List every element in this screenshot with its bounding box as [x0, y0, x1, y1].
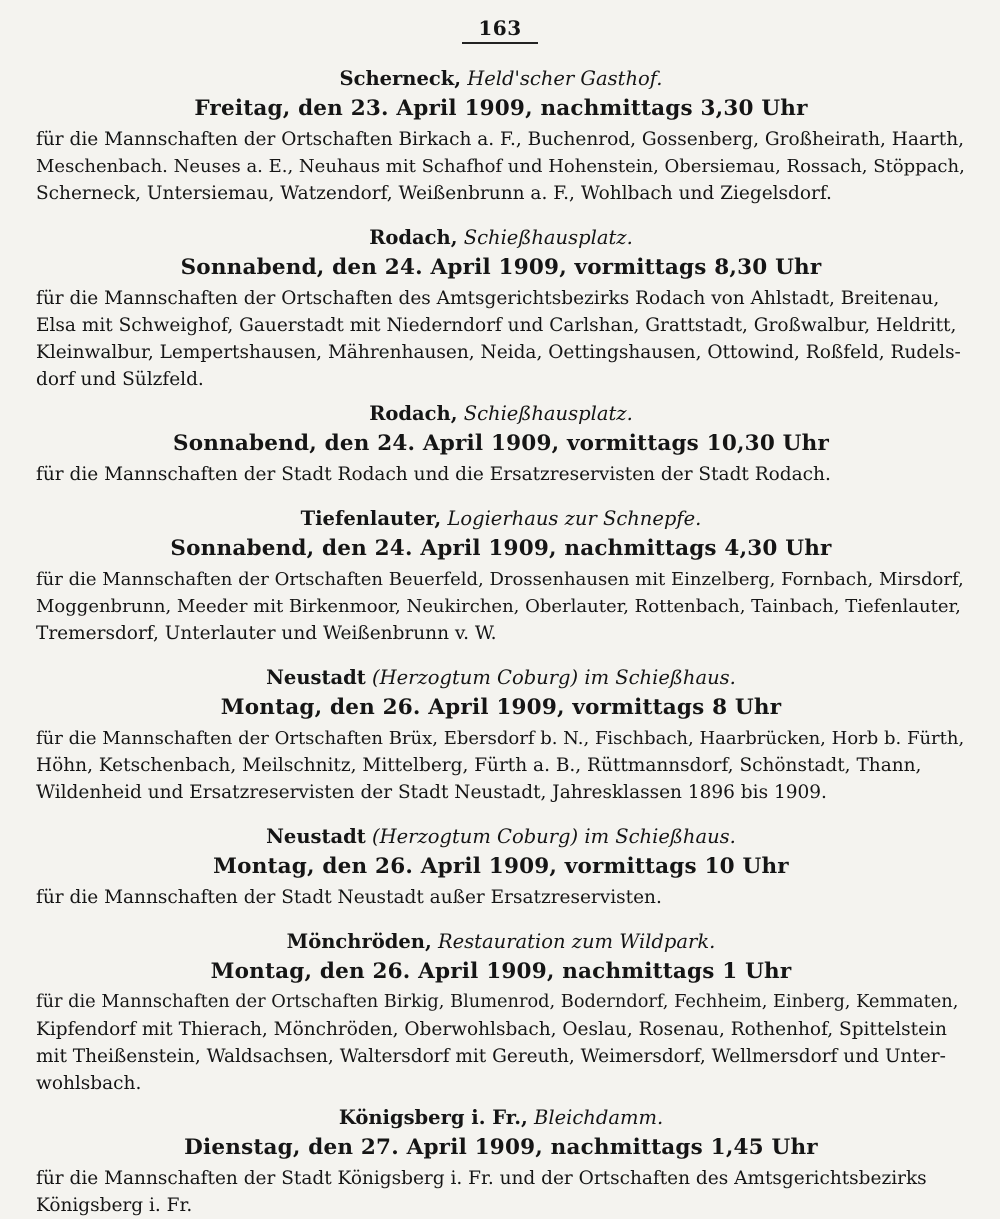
description-line: Höhn, Ketschenbach, Meilschnitz, Mittelberg, Fürth a. B., Rüttmannsdorf, Schönstadt, Thann, [36, 755, 922, 776]
location-heading [36, 504, 966, 534]
description-line: für die Mannschaften der Ortschaften Brüx, Ebersdorf b. N., Fischbach, Haarbrücken, Horb b. Fürth, [36, 728, 965, 749]
venue-name: Restauration zum Wildpark. [431, 930, 716, 953]
place-name: Tiefenlauter, [300, 507, 442, 530]
date-time-heading: Freitag, den 23. April 1909, nachmittags 3,30 Uhr [194, 96, 808, 121]
venue-name: (Herzogtum Coburg) im Schießhaus. [365, 666, 736, 689]
location-heading [36, 399, 966, 429]
page-number: 163 [462, 16, 537, 44]
entry-description [36, 566, 966, 647]
description-line: für die Mannschaften der Stadt Neustadt außer Ersatzreservisten. [36, 887, 662, 908]
page-header [0, 16, 1000, 44]
page-content [36, 64, 966, 1219]
schedule-entry [36, 504, 966, 647]
description-line: für die Mannschaften der Ortschaften Beuerfeld, Drossenhausen mit Einzelberg, Fornbach, Mirsdorf, [36, 569, 964, 590]
description-line: Kleinwalbur, Lempertshausen, Mährenhausen, Neida, Oettingshausen, Ottowind, Roßfeld, Rudels- [36, 342, 961, 363]
entry-description [36, 989, 966, 1097]
location-heading [36, 822, 966, 852]
date-time-heading: Sonnabend, den 24. April 1909, vormittags 8,30 Uhr [180, 255, 822, 280]
place-name: Neustadt [266, 825, 366, 848]
description-line: für die Mannschaften der Ortschaften Birkach a. F., Buchenrod, Gossenberg, Großheirath, Haarth, [36, 129, 965, 150]
schedule-entry [36, 1103, 966, 1219]
description-line: Elsa mit Schweighof, Gauerstadt mit Niederndorf und Carlshan, Grattstadt, Großwalbur, Heldritt, [36, 315, 957, 336]
description-line: für die Mannschaften der Stadt Rodach und die Ersatzreservisten der Stadt Rodach. [36, 464, 831, 485]
location-heading [36, 223, 966, 253]
place-name: Mönchröden, [286, 930, 432, 953]
entry-description [36, 285, 966, 393]
venue-name: Schießhausplatz. [457, 402, 633, 425]
venue-name: Schießhausplatz. [457, 226, 633, 249]
schedule-entry [36, 927, 966, 1097]
location-heading [36, 1103, 966, 1133]
venue-name: Logierhaus zur Schnepfe. [441, 507, 702, 530]
description-line: Tremersdorf, Unterlauter und Weißenbrunn v. W. [36, 623, 497, 644]
date-time-heading: Montag, den 26. April 1909, vormittags 8 Uhr [220, 695, 782, 720]
description-line: Kipfendorf mit Thierach, Mönchröden, Oberwohlsbach, Oeslau, Rosenau, Rothenhof, Spittelstein [36, 1019, 947, 1040]
place-name: Königsberg i. Fr., [338, 1106, 528, 1129]
description-line: für die Mannschaften der Ortschaften Birkig, Blumenrod, Boderndorf, Fechheim, Einberg, Kemmaten, [36, 992, 959, 1012]
date-time-heading: Montag, den 26. April 1909, vormittags 10 Uhr [213, 854, 789, 879]
description-line: für die Mannschaften der Ortschaften des Amtsgerichtsbezirks Rodach von Ahlstadt, Breitenau, [36, 288, 940, 309]
schedule-entry [36, 663, 966, 806]
schedule-entry [36, 399, 966, 488]
place-name: Rodach, [369, 226, 458, 249]
location-heading [36, 927, 966, 957]
entry-description [36, 1165, 966, 1219]
venue-name: (Herzogtum Coburg) im Schießhaus. [365, 825, 736, 848]
place-name: Neustadt [266, 666, 366, 689]
schedule-entry [36, 822, 966, 911]
description-line: Scherneck, Untersiemau, Watzendorf, Weißenbrunn a. F., Wohlbach und Ziegelsdorf. [36, 183, 832, 204]
date-time-heading: Dienstag, den 27. April 1909, nachmittags 1,45 Uhr [184, 1135, 818, 1160]
description-line: Wildenheid und Ersatzreservisten der Stadt Neustadt, Jahresklassen 1896 bis 1909. [36, 782, 827, 803]
entry-description [36, 126, 966, 207]
description-line: dorf und Sülzfeld. [36, 369, 204, 390]
date-time-heading: Sonnabend, den 24. April 1909, nachmittags 4,30 Uhr [170, 536, 832, 561]
place-name: Rodach, [369, 402, 458, 425]
location-heading [36, 64, 966, 94]
schedule-entry [36, 64, 966, 207]
location-heading [36, 663, 966, 693]
description-line: wohlsbach. [36, 1073, 142, 1094]
place-name: Scherneck, [339, 67, 462, 90]
entry-description [36, 725, 966, 806]
entry-description [36, 461, 966, 488]
description-line: Meschenbach. Neuses a. E., Neuhaus mit Schafhof und Hohenstein, Obersiemau, Rossach, Stöppach, [36, 156, 965, 177]
description-line: für die Mannschaften der Stadt Königsberg i. Fr. und der Ortschaften des Amtsgerichtsbezirks [36, 1168, 927, 1189]
description-line: Moggenbrunn, Meeder mit Birkenmoor, Neukirchen, Oberlauter, Rottenbach, Tainbach, Tiefenlauter, [36, 596, 961, 617]
schedule-entry [36, 223, 966, 393]
date-time-heading: Sonnabend, den 24. April 1909, vormittags 10,30 Uhr [172, 431, 829, 456]
description-line: Königsberg i. Fr. [36, 1195, 193, 1216]
description-line: mit Theißenstein, Waldsachsen, Waltersdorf mit Gereuth, Weimersdorf, Wellmersdorf und Unter- [36, 1046, 946, 1067]
venue-name: Bleichdamm. [527, 1106, 664, 1129]
date-time-heading: Montag, den 26. April 1909, nachmittags 1 Uhr [210, 959, 792, 984]
venue-name: Held'scher Gasthof. [461, 67, 663, 90]
entry-description [36, 884, 966, 911]
